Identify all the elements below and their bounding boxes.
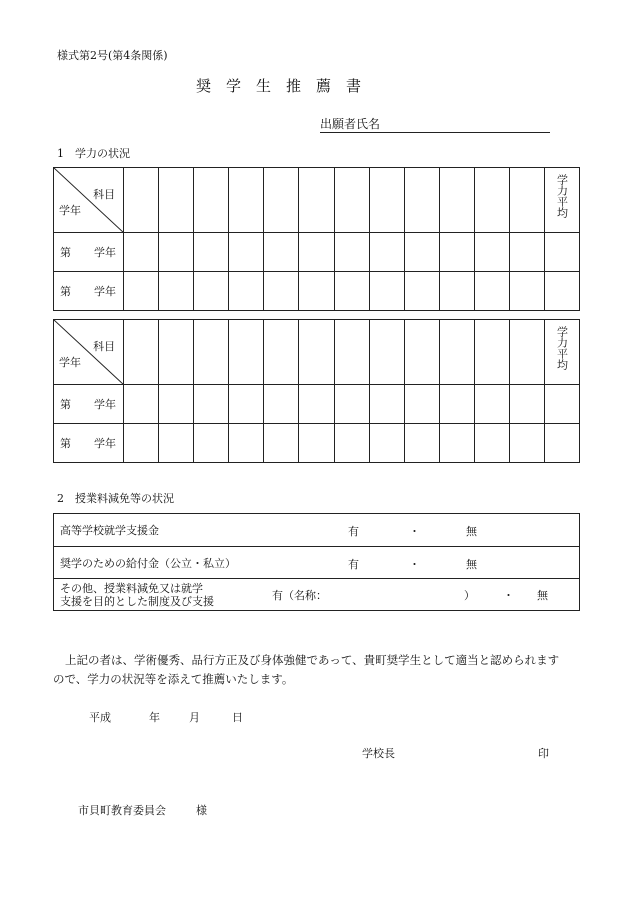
document-title: 奨 学 生 推 薦 書 <box>196 77 362 95</box>
grade-label: 学年 <box>59 356 81 369</box>
table-row <box>54 547 580 579</box>
honorific: 様 <box>196 804 207 817</box>
score-cell[interactable] <box>229 272 264 311</box>
score-cell[interactable] <box>159 385 194 424</box>
subject-cell[interactable] <box>439 168 474 233</box>
subject-cell[interactable] <box>334 320 369 385</box>
score-cell[interactable] <box>124 233 159 272</box>
body-text-line2: ので、学力の状況等を添えて推薦いたします。 <box>53 672 294 686</box>
score-cell[interactable] <box>194 424 229 463</box>
score-cell[interactable] <box>474 272 509 311</box>
seal-mark: 印 <box>538 747 549 760</box>
score-cell[interactable] <box>334 272 369 311</box>
section1-heading: 1 学力の状況 <box>57 147 130 160</box>
score-cell[interactable] <box>439 272 474 311</box>
subject-cell[interactable] <box>404 320 439 385</box>
subject-cell[interactable] <box>474 320 509 385</box>
average-cell[interactable] <box>544 272 579 311</box>
score-cell[interactable] <box>474 385 509 424</box>
header-diagonal-cell <box>54 168 124 233</box>
date-era: 平成 <box>89 711 111 724</box>
score-cell[interactable] <box>369 233 404 272</box>
score-cell[interactable] <box>159 424 194 463</box>
row-prefix: 第 <box>60 437 71 450</box>
score-cell[interactable] <box>124 424 159 463</box>
score-cell[interactable] <box>194 272 229 311</box>
table-row <box>54 385 580 424</box>
row-prefix: 第 <box>60 398 71 411</box>
score-cell[interactable] <box>159 233 194 272</box>
subject-cell[interactable] <box>509 320 544 385</box>
table-row <box>54 424 580 463</box>
average-cell[interactable] <box>544 385 579 424</box>
yes-option[interactable]: 有 <box>348 558 359 571</box>
row-suffix: 学年 <box>94 285 116 298</box>
exemption-label-line1: その他、授業料減免又は就学 <box>60 581 203 595</box>
score-cell[interactable] <box>439 385 474 424</box>
yes-option[interactable]: 有 <box>348 525 359 538</box>
close-paren: ） <box>464 589 475 602</box>
score-cell[interactable] <box>439 424 474 463</box>
subject-cell[interactable] <box>194 168 229 233</box>
score-cell[interactable] <box>404 424 439 463</box>
score-cell[interactable] <box>264 424 299 463</box>
score-cell[interactable] <box>299 385 334 424</box>
subject-cell[interactable] <box>334 168 369 233</box>
subject-cell[interactable] <box>229 320 264 385</box>
score-cell[interactable] <box>159 272 194 311</box>
subject-label: 科目 <box>93 188 116 201</box>
exemption-table <box>53 513 580 611</box>
date-month[interactable]: 月 <box>189 711 200 724</box>
subject-cell[interactable] <box>264 320 299 385</box>
score-cell[interactable] <box>369 424 404 463</box>
subject-cell[interactable] <box>369 168 404 233</box>
average-header <box>544 320 579 385</box>
row-suffix: 学年 <box>94 398 116 411</box>
body-text-line1: 上記の者は、学術優秀、品行方正及び身体強健であって、貴町奨学生として適当と認められます <box>65 653 560 667</box>
no-option[interactable]: 無 <box>537 589 548 602</box>
score-cell[interactable] <box>509 272 544 311</box>
subject-cell[interactable] <box>299 168 334 233</box>
score-cell[interactable] <box>509 233 544 272</box>
score-cell[interactable] <box>299 233 334 272</box>
score-cell[interactable] <box>124 385 159 424</box>
separator: ・ <box>409 558 420 571</box>
score-cell[interactable] <box>439 233 474 272</box>
exemption-label: 高等学校就学支援金 <box>60 524 159 537</box>
subject-cell[interactable] <box>229 168 264 233</box>
row-suffix: 学年 <box>94 246 116 259</box>
score-cell[interactable] <box>264 385 299 424</box>
addressee: 市貝町教育委員会 <box>78 804 166 817</box>
average-label: 学力平均 <box>555 326 569 370</box>
grade-table-1 <box>53 167 580 311</box>
subject-cell[interactable] <box>194 320 229 385</box>
exemption-label-line2: 支援を目的とした制度及び支援 <box>60 594 214 608</box>
score-cell[interactable] <box>229 424 264 463</box>
subject-label: 科目 <box>93 340 116 353</box>
score-cell[interactable] <box>334 424 369 463</box>
grade-table-2 <box>53 319 580 463</box>
date-year[interactable]: 年 <box>149 711 160 724</box>
score-cell[interactable] <box>229 233 264 272</box>
average-header <box>544 168 579 233</box>
applicant-label: 出願者氏名 <box>320 117 381 131</box>
applicant-name-field[interactable] <box>320 115 550 133</box>
section2-heading: 2 授業料減免等の状況 <box>57 492 174 505</box>
score-cell[interactable] <box>194 233 229 272</box>
score-cell[interactable] <box>299 272 334 311</box>
principal-label: 学校長 <box>362 747 395 760</box>
average-cell[interactable] <box>544 233 579 272</box>
subject-cell[interactable] <box>299 320 334 385</box>
table-row <box>54 233 580 272</box>
score-cell[interactable] <box>264 272 299 311</box>
exemption-row <box>54 514 580 547</box>
score-cell[interactable] <box>474 233 509 272</box>
score-cell[interactable] <box>509 385 544 424</box>
subject-cell[interactable] <box>124 320 159 385</box>
exemption-label: 奨学のための給付金（公立・私立） <box>60 556 236 570</box>
row-suffix: 学年 <box>94 437 116 450</box>
score-cell[interactable] <box>334 385 369 424</box>
grade-row-label <box>54 385 124 424</box>
subject-cell[interactable] <box>439 320 474 385</box>
score-cell[interactable] <box>404 385 439 424</box>
score-cell[interactable] <box>369 272 404 311</box>
table-row <box>54 579 580 611</box>
score-cell[interactable] <box>474 424 509 463</box>
score-cell[interactable] <box>299 424 334 463</box>
subject-cell[interactable] <box>474 168 509 233</box>
subject-cell[interactable] <box>264 168 299 233</box>
date-day[interactable]: 日 <box>232 711 243 724</box>
separator: ・ <box>409 525 420 538</box>
grade-label: 学年 <box>59 204 81 217</box>
no-option[interactable]: 無 <box>466 525 477 538</box>
score-cell[interactable] <box>404 233 439 272</box>
subject-cell[interactable] <box>159 320 194 385</box>
subject-cell[interactable] <box>509 168 544 233</box>
subject-cell[interactable] <box>369 320 404 385</box>
score-cell[interactable] <box>404 272 439 311</box>
score-cell[interactable] <box>369 385 404 424</box>
header-diagonal-cell <box>54 320 124 385</box>
average-cell[interactable] <box>544 424 579 463</box>
score-cell[interactable] <box>264 233 299 272</box>
table-row <box>54 514 580 547</box>
no-option[interactable]: 無 <box>466 558 477 571</box>
score-cell[interactable] <box>194 385 229 424</box>
score-cell[interactable] <box>509 424 544 463</box>
exemption-row <box>54 579 580 611</box>
row-prefix: 第 <box>60 285 71 298</box>
grade-row-label <box>54 233 124 272</box>
grade-row-label <box>54 272 124 311</box>
grade-row-label <box>54 424 124 463</box>
subject-cell[interactable] <box>159 168 194 233</box>
separator: ・ <box>503 589 514 602</box>
exemption-row <box>54 547 580 579</box>
score-cell[interactable] <box>334 233 369 272</box>
subject-cell[interactable] <box>124 168 159 233</box>
subject-cell[interactable] <box>404 168 439 233</box>
score-cell[interactable] <box>124 272 159 311</box>
score-cell[interactable] <box>229 385 264 424</box>
table-row <box>54 272 580 311</box>
yes-name-option[interactable]: 有（名称： <box>272 589 327 602</box>
row-prefix: 第 <box>60 246 71 259</box>
form-number: 様式第2号(第4条関係) <box>57 49 168 62</box>
average-label: 学力平均 <box>555 174 569 218</box>
